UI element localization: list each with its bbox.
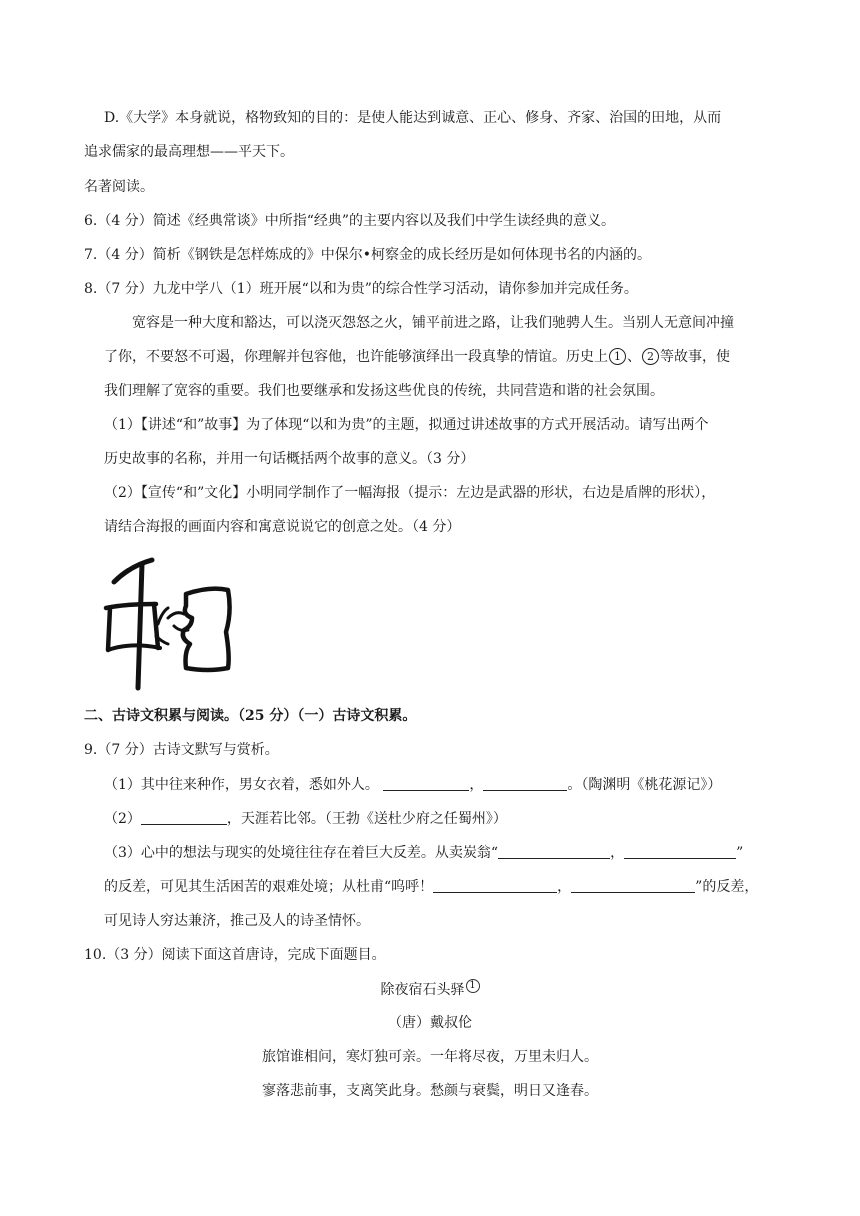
q9-item3-quote-close: ” — [736, 845, 744, 861]
q8-passage-line2-a: 了你，不要怒不可遏，你理解并包容他，也许能够演绎出一段真挚的情谊。历史上 — [104, 349, 608, 365]
q9-item3-text-c: 的反差，可见其生活困苦的艰难处境；从杜甫“呜呼！ — [104, 879, 434, 895]
q9-item3-sep: ， — [610, 845, 625, 861]
q9-item2-prefix: （2） — [104, 811, 141, 827]
poem-title-text: 除夜宿石头驿 — [380, 982, 465, 998]
option-d-line2: 追求儒家的最高理想——平天下。 — [84, 144, 294, 160]
q8-passage-line2 — [104, 347, 730, 367]
weapon-left-blade — [108, 608, 110, 650]
q9-item3-line1 — [104, 843, 743, 863]
q9-item2-text: ，天涯若比邻。（王勃《送杜少府之任蜀州》） — [226, 811, 507, 827]
answer-blank[interactable] — [141, 810, 227, 825]
weapon-crossbar — [106, 604, 156, 608]
question-7: 7.（4 分）简析《钢铁是怎样炼成的》中保尔•柯察金的成长经历是如何体现书名的内涵的。 — [84, 247, 651, 263]
q8-sub1-line1: （1）【讲述“和”故事】为了体现“以和为贵”的主题，拟通过讲述故事的方式开展活动。请写出两个 — [104, 417, 709, 433]
q8-passage-line1: 宽容是一种大度和豁达，可以浇灭怨怒之火，铺平前进之路，让我们驰骋人生。当别人无意间冲撞 — [132, 315, 734, 331]
weapon-right-blade — [154, 604, 158, 648]
section-2-heading: 二、古诗文积累与阅读。（25 分）（一）古诗文积累。 — [84, 708, 417, 724]
q9-item2 — [104, 809, 507, 829]
q8-sub2-line1: （2）【宣传“和”文化】小明同学制作了一幅海报（提示：左边是武器的形状，右边是盾牌的形状）， — [104, 485, 716, 501]
answer-blank[interactable] — [433, 878, 557, 893]
question-6: 6.（4 分）简述《经典常谈》中所指“经典”的主要内容以及我们中学生读经典的意义。 — [84, 213, 616, 229]
blank-marker-2: 2 — [642, 348, 659, 365]
option-d-line1: D.《大学》本身就说，格物致知的目的：是使人能达到诚意、正心、修身、齐家、治国的田地，从而 — [104, 110, 722, 126]
weapon-hook — [158, 608, 168, 624]
answer-blank[interactable] — [383, 776, 469, 791]
q8-passage-line2-b: 等故事，使 — [660, 349, 730, 365]
q9-item3-sep2: ， — [557, 879, 572, 895]
footnote-marker: 1 — [466, 979, 480, 993]
he-character-poster-image — [100, 552, 240, 692]
q8-sub2-line2: 请结合海报的画面内容和寓意说说它的创意之处。（4 分） — [104, 519, 461, 535]
poem-title — [0, 979, 860, 1000]
answer-blank[interactable] — [483, 776, 567, 791]
q9-item3-line3: 可见诗人穷达兼济，推己及人的诗圣情怀。 — [104, 913, 370, 929]
shield-outline — [183, 589, 230, 670]
answer-blank[interactable] — [624, 844, 736, 859]
weapon-lower-bar — [108, 645, 160, 650]
q9-item1-source: 。（陶渊明《桃花源记》） — [567, 777, 722, 793]
weapon-top-stroke — [114, 560, 152, 582]
poem-line-2: 寥落悲前事，支离笑此身。愁颜与衰鬓，明日又逢春。 — [262, 1083, 598, 1099]
poem-author: （唐）戴叔伦 — [388, 1015, 472, 1031]
q9-item1-sep: ， — [469, 777, 484, 793]
answer-blank[interactable] — [498, 844, 610, 859]
blank-marker-1: 1 — [609, 348, 626, 365]
q9-item3-line2 — [104, 877, 758, 897]
weapon-shaft — [138, 564, 142, 688]
q9-item1 — [104, 775, 721, 795]
q8-passage-line3: 我们理解了宽容的重要。我们也要继承和发扬这些优良的传统，共同营造和谐的社会氛围。 — [104, 383, 664, 399]
q9-item1-text: （1）其中往来种作，男女衣着，悉如外人。 — [104, 777, 379, 793]
q10-title: 10.（3 分）阅读下面这首唐诗，完成下面题目。 — [84, 947, 386, 963]
q8-title: 8.（7 分）九龙中学八（1）班开展“以和为贵”的综合性学习活动，请你参加并完成任务。 — [84, 281, 638, 297]
poem-line-1: 旅馆谁相问，寒灯独可亲。一年将尽夜，万里未归人。 — [262, 1049, 598, 1065]
q8-sub1-line2: 历史故事的名称，并用一句话概括两个故事的意义。（3 分） — [104, 451, 475, 467]
q9-item3-text-e: ”的反差， — [695, 879, 759, 895]
q9-title: 9.（7 分）古诗文默写与赏析。 — [84, 742, 279, 758]
section-famous-books: 名著阅读。 — [84, 179, 154, 195]
q8-separator: 、 — [627, 349, 641, 365]
answer-blank[interactable] — [571, 878, 695, 893]
q9-item3-text-a: （3）心中的想法与现实的处境往往存在着巨大反差。从卖炭翁“ — [104, 845, 499, 861]
